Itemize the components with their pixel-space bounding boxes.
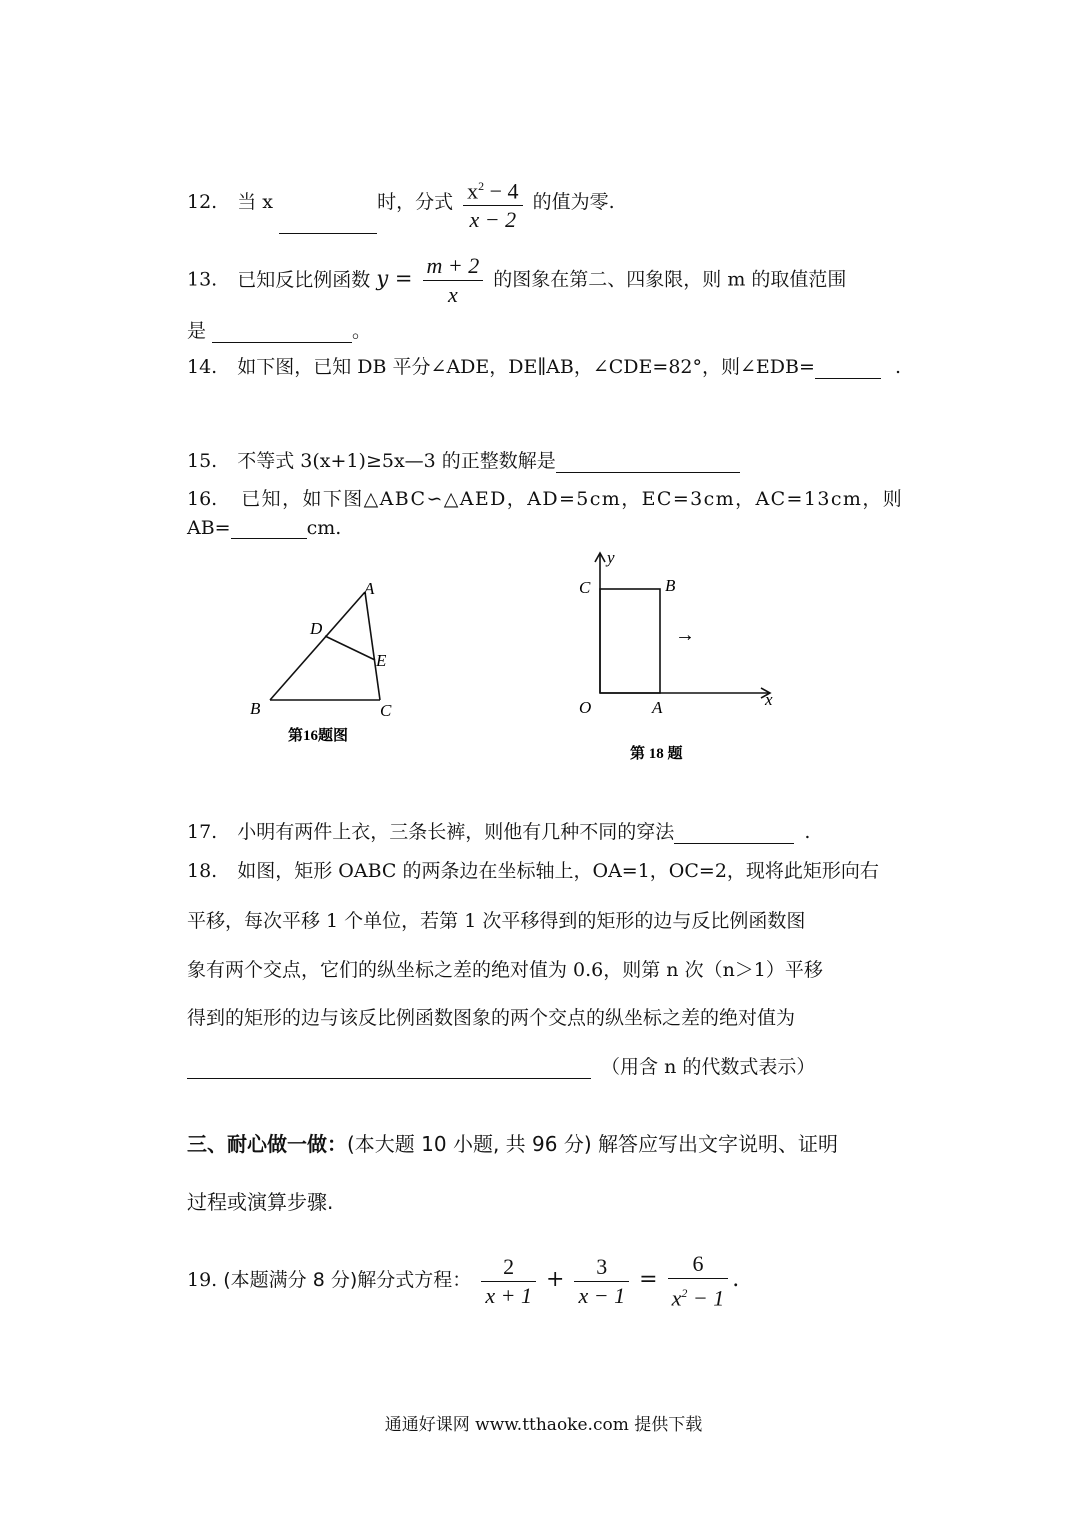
fig18-label-y: y	[607, 548, 615, 567]
page-footer: 通通好课网 www.tthaoke.com 提供下载	[384, 1415, 703, 1435]
q13-y-eq: y =	[376, 266, 413, 291]
fig18-label-x: x	[765, 690, 773, 709]
q12-fraction: $\frac{x^2 - 4}{x - 2}$	[463, 172, 522, 234]
fig16-caption: 第16题图	[288, 728, 349, 744]
q19-fraction-2: $\frac{3}{x - 1}$	[574, 1253, 629, 1310]
fig18-label-a: A	[652, 698, 663, 717]
q12-post: 的值为零.	[532, 191, 615, 214]
section-3-title: 三、耐心做一做：	[187, 1132, 347, 1156]
question-13	[187, 252, 846, 309]
fig16-label-d: D	[310, 619, 323, 638]
question-16: 16. 已知，如下图△ABC∽△AED，AD=5cm，EC=3cm，AC=13cm，则	[187, 488, 904, 510]
question-14: 14. 如下图，已知 DB 平分∠ADE，DE∥AB，∠CDE=82°，则∠EDB= .	[187, 356, 902, 378]
q17-blank	[674, 823, 794, 844]
question-19: 19. (本题满分 8 分)解分式方程： $\frac{2}{x + 1}$ + $\frac{3}{x - 1}$ = $\frac{6}{x^2 - 1}$ .	[187, 1251, 740, 1311]
q14-blank	[815, 358, 881, 379]
fig18-label-o: O	[579, 698, 592, 717]
question-18-line1: 18. 如图，矩形 OABC 的两条边在坐标轴上，OA=1，OC=2，现将此矩形向右	[187, 860, 879, 882]
q13-post: 的图象在第二、四象限，则 m 的取值范围	[493, 268, 847, 291]
question-18-line5: （用含 n 的代数式表示）	[187, 1052, 815, 1079]
fig16-label-b: B	[250, 699, 261, 718]
q12-number: 12.	[187, 191, 218, 214]
q15-blank	[556, 452, 740, 473]
q13-number: 13.	[187, 268, 218, 291]
q19-fraction-3: $\frac{6}{x^2 - 1}$	[668, 1250, 729, 1312]
fig18-arrow: →	[675, 624, 695, 646]
question-18-line2: 平移，每次平移 1 个单位，若第 1 次平移得到的矩形的边与反比例函数图	[187, 910, 806, 932]
q12-blank	[279, 213, 377, 234]
fig16-label-c: C	[380, 701, 392, 720]
question-18-line3: 象有两个交点，它们的纵坐标之差的绝对值为 0.6，则第 n 次（n＞1）平移	[187, 959, 823, 981]
fig18-caption: 第 18 题	[630, 746, 683, 762]
question-15: 15. 不等式 3(x+1)≥5x—3 的正整数解是	[187, 446, 740, 473]
question-13-line2: 是 。	[187, 320, 372, 342]
q18-blank	[187, 1058, 591, 1079]
q16-blank	[231, 518, 307, 539]
section-3-line2: 过程或演算步骤.	[187, 1190, 334, 1214]
question-17: 17. 小明有两件上衣，三条长裤，则他有几种不同的穿法 .	[187, 821, 811, 843]
q13-blank	[212, 322, 352, 343]
q19-label: (本题满分 8 分)	[223, 1269, 358, 1292]
q12-pre: 当 x	[237, 191, 274, 214]
q19-fraction-1: $\frac{2}{x + 1}$	[481, 1253, 536, 1310]
figure-18-rectangle	[565, 545, 795, 775]
fig16-label-a: A	[364, 579, 375, 598]
question-18-line4: 得到的矩形的边与该反比例函数图象的两个交点的纵坐标之差的绝对值为	[187, 1007, 796, 1029]
fig18-label-c: C	[579, 578, 591, 597]
section-3-heading: 三、耐心做一做：(本大题 10 小题, 共 96 分) 解答应写出文字说明、证明	[187, 1132, 839, 1156]
q12-mid: 时，分式	[377, 191, 454, 214]
figure-16-triangle	[240, 560, 440, 760]
q13-fraction: $\frac{m + 2}{x}$	[423, 252, 484, 309]
fig16-label-e: E	[376, 651, 387, 670]
question-16-line2: AB= cm.	[187, 517, 342, 539]
q13-pre: 已知反比例函数	[237, 268, 371, 291]
question-12	[187, 172, 615, 234]
fig18-label-b: B	[665, 576, 676, 595]
